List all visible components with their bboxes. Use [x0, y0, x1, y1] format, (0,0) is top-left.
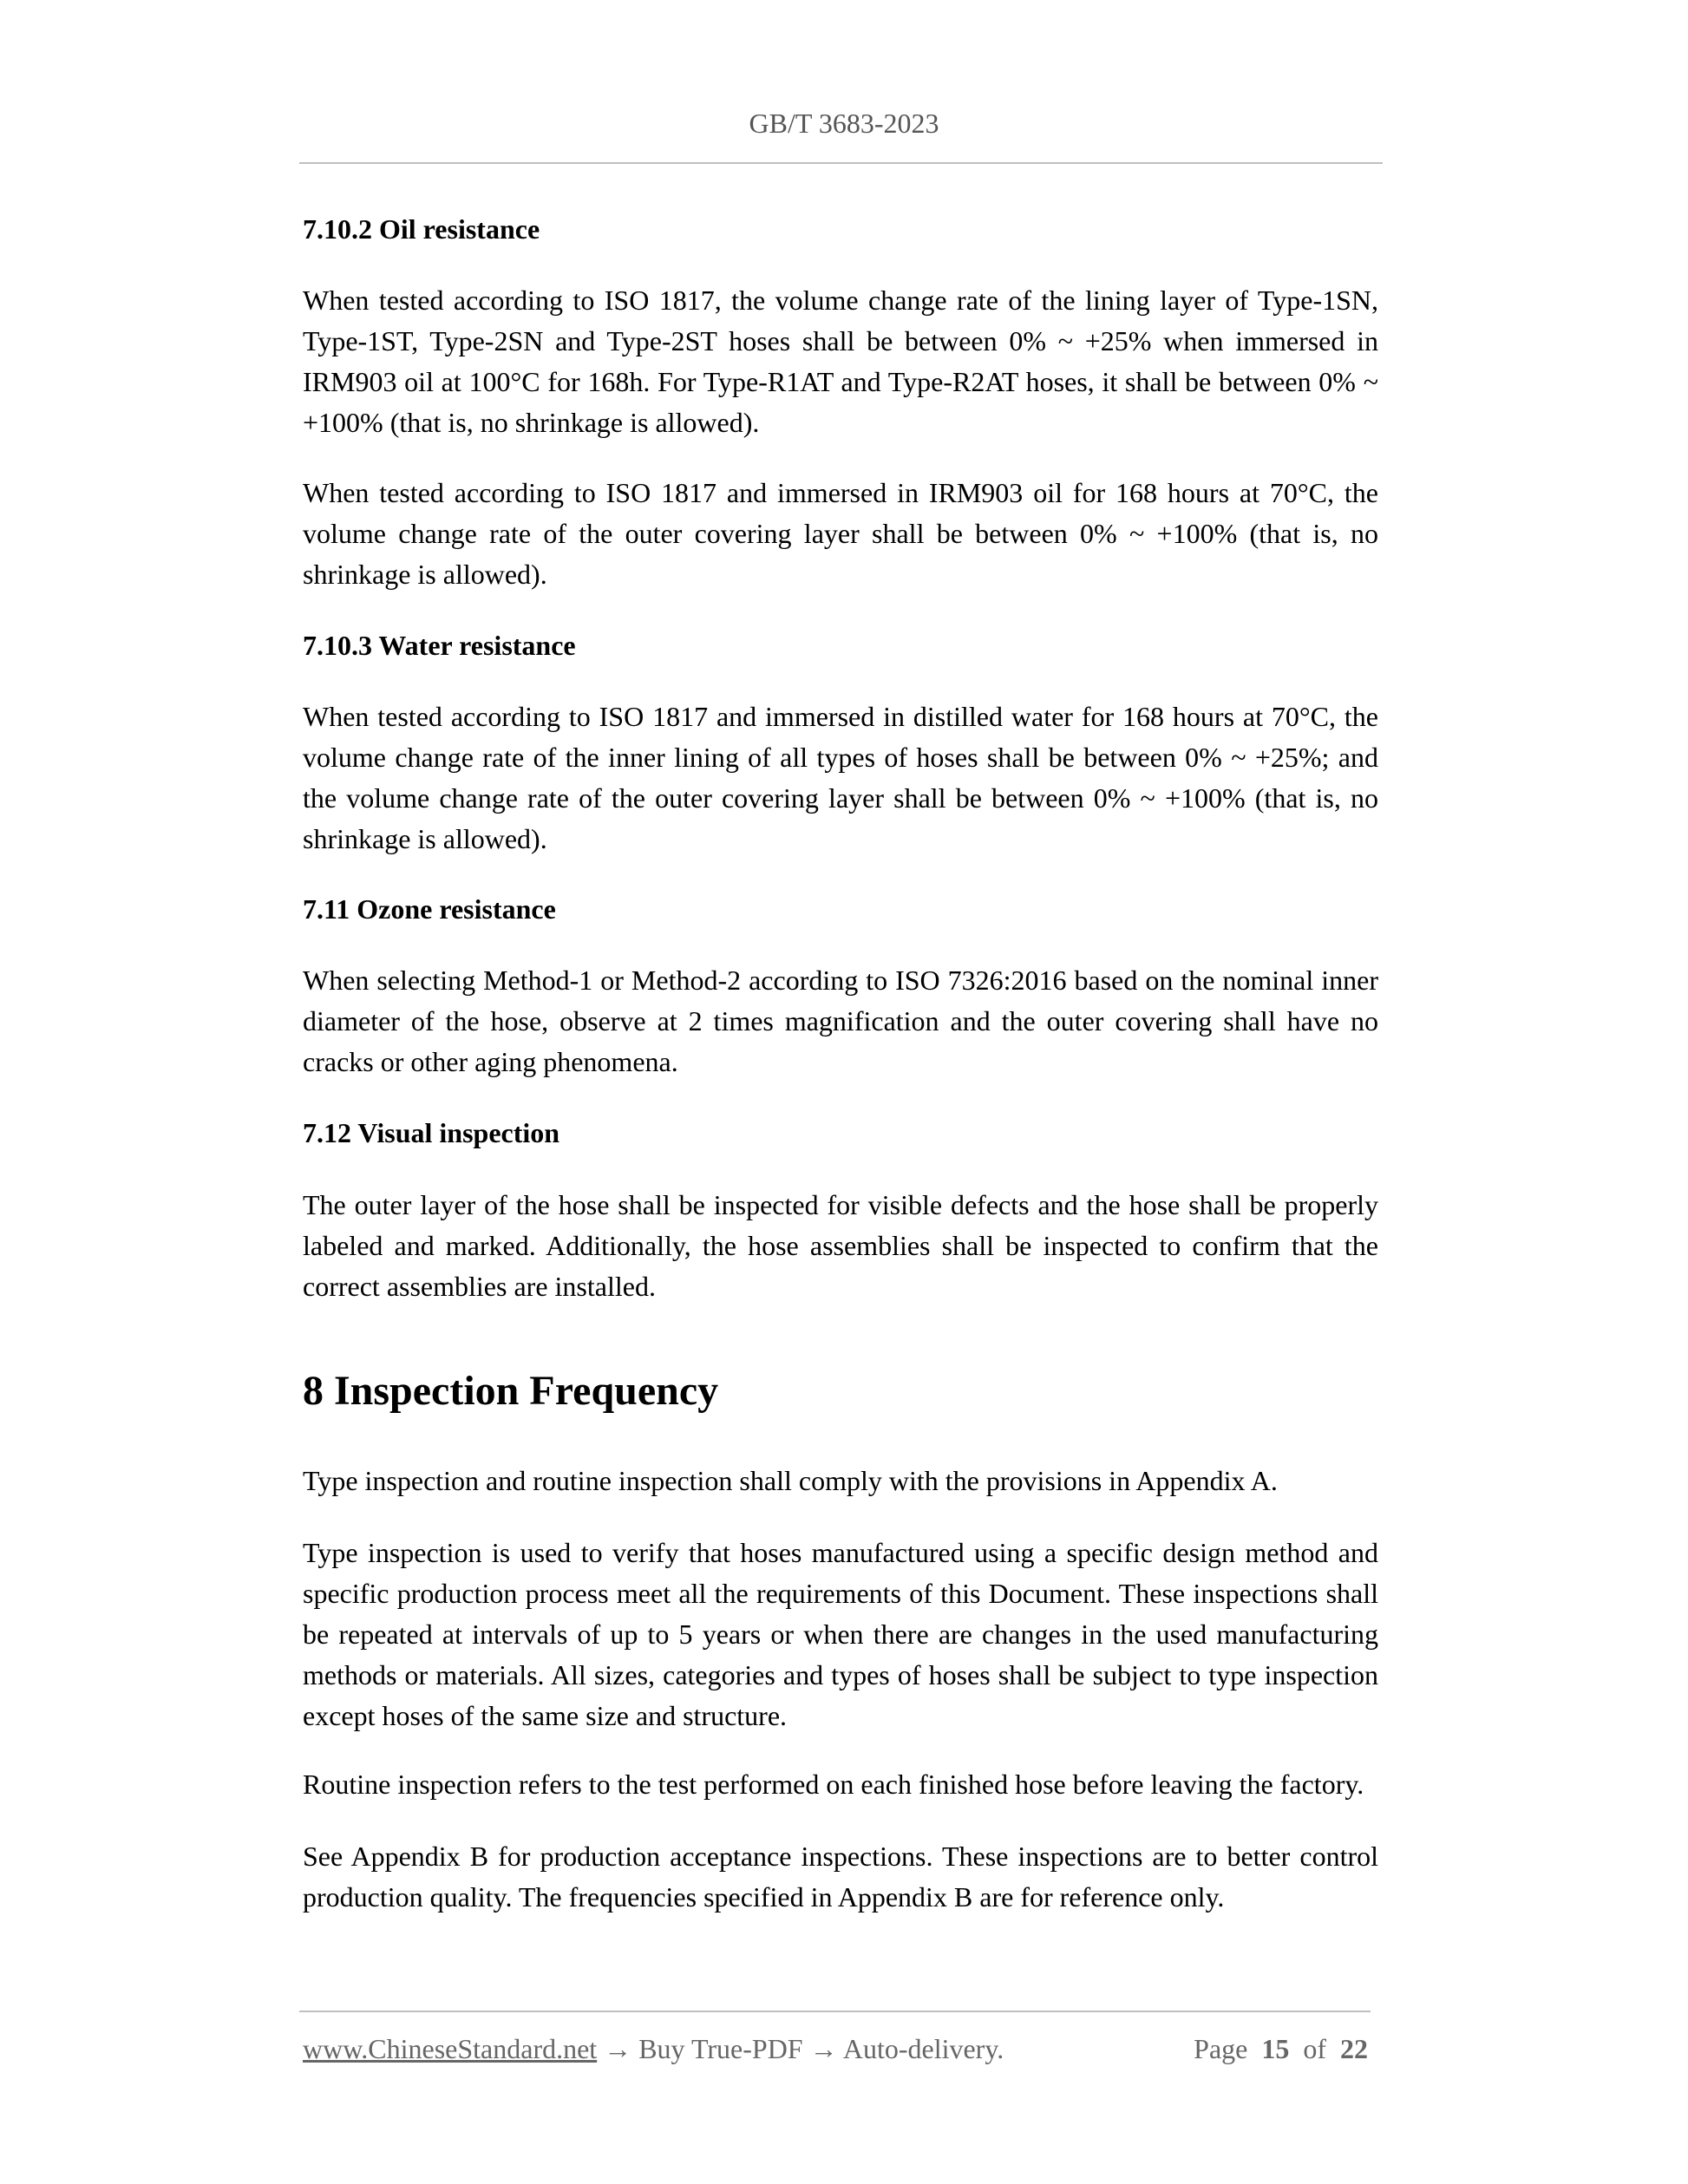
paragraph-type-inspection-definition: Type inspection is used to verify that hoses manufactured using a specific design method and specific production process meet all the requirements of this Document. These inspections shall be repeated at intervals of up to 5 years or when there are changes in the used manufacturing methods or materials. All sizes, categories and types of hoses shall be subject to type inspection except hoses of the same size and structure.: [303, 1537, 1378, 1731]
paragraph-visual-inspection: The outer layer of the hose shall be inspected for visible defects and the hose shall be properly labeled and marked. Additionally, the hose assemblies shall be inspected to confirm that the correct assemblies are installed.: [303, 1189, 1378, 1302]
chinesestandard-link[interactable]: www.ChineseStandard.net: [303, 2033, 598, 2064]
current-page-number: 15: [1261, 2033, 1290, 2064]
document-header-title: GB/T 3683-2023: [749, 108, 939, 139]
heading-8-inspection-frequency: 8 Inspection Frequency: [303, 1368, 719, 1414]
heading-7-10-2: 7.10.2 Oil resistance: [303, 213, 540, 245]
paragraph-oil-resistance-lining: When tested according to ISO 1817, the volume change rate of the lining layer of Type-1SN, Type-1ST, Type-2SN and Type-2ST hoses shall be between 0% ~ +25% when immersed in IRM903 oil at 100°C for 168h. For Type-R1AT and Type-R2AT hoses, it shall be between 0% ~ +100% (that is, no shrinkage is allowed).: [303, 284, 1378, 438]
paragraph-type-routine-inspection: Type inspection and routine inspection shall comply with the provisions in Appendix A.: [303, 1465, 1278, 1496]
of-label: of: [1303, 2033, 1326, 2064]
page-footer: [303, 2030, 1368, 2068]
footer-promo: [303, 2030, 1004, 2068]
page-number-indicator: [1194, 2030, 1368, 2068]
paragraph-routine-inspection-definition: Routine inspection refers to the test performed on each finished hose before leaving the factory.: [303, 1769, 1364, 1800]
page-label: Page: [1194, 2033, 1248, 2064]
header-divider: [299, 162, 1383, 164]
paragraph-oil-resistance-cover: When tested according to ISO 1817 and immersed in IRM903 oil for 168 hours at 70°C, the volume change rate of the outer covering layer shall be between 0% ~ +100% (that is, no shrinkage is allowed).: [303, 477, 1378, 590]
paragraph-water-resistance: When tested according to ISO 1817 and immersed in distilled water for 168 hours at 70°C, the volume change rate of the inner lining of all types of hoses shall be between 0% ~ +25%; and the volume change rate of the outer covering layer shall be between 0% ~ +100% (that is, no shrinkage is allowed).: [303, 701, 1378, 854]
arrow-right-icon: →: [809, 2033, 838, 2064]
paragraph-production-acceptance: See Appendix B for production acceptance inspections. These inspections are to better control production quality. The frequencies specified in Appendix B are for reference only.: [303, 1841, 1378, 1913]
paragraph-ozone-resistance: When selecting Method-1 or Method-2 according to ISO 7326:2016 based on the nominal inner diameter of the hose, observe at 2 times magnification and the outer covering shall have no cracks or other aging phenomena.: [303, 964, 1378, 1077]
total-pages-number: 22: [1340, 2033, 1368, 2064]
auto-delivery-text: Auto-delivery.: [842, 2033, 1004, 2064]
buy-true-pdf-text: Buy True-PDF: [638, 2033, 803, 2064]
arrow-right-icon: →: [604, 2033, 632, 2064]
heading-7-11: 7.11 Ozone resistance: [303, 893, 556, 925]
heading-7-10-3: 7.10.3 Water resistance: [303, 630, 576, 661]
heading-7-12: 7.12 Visual inspection: [303, 1117, 560, 1148]
footer-divider: [299, 2011, 1371, 2012]
